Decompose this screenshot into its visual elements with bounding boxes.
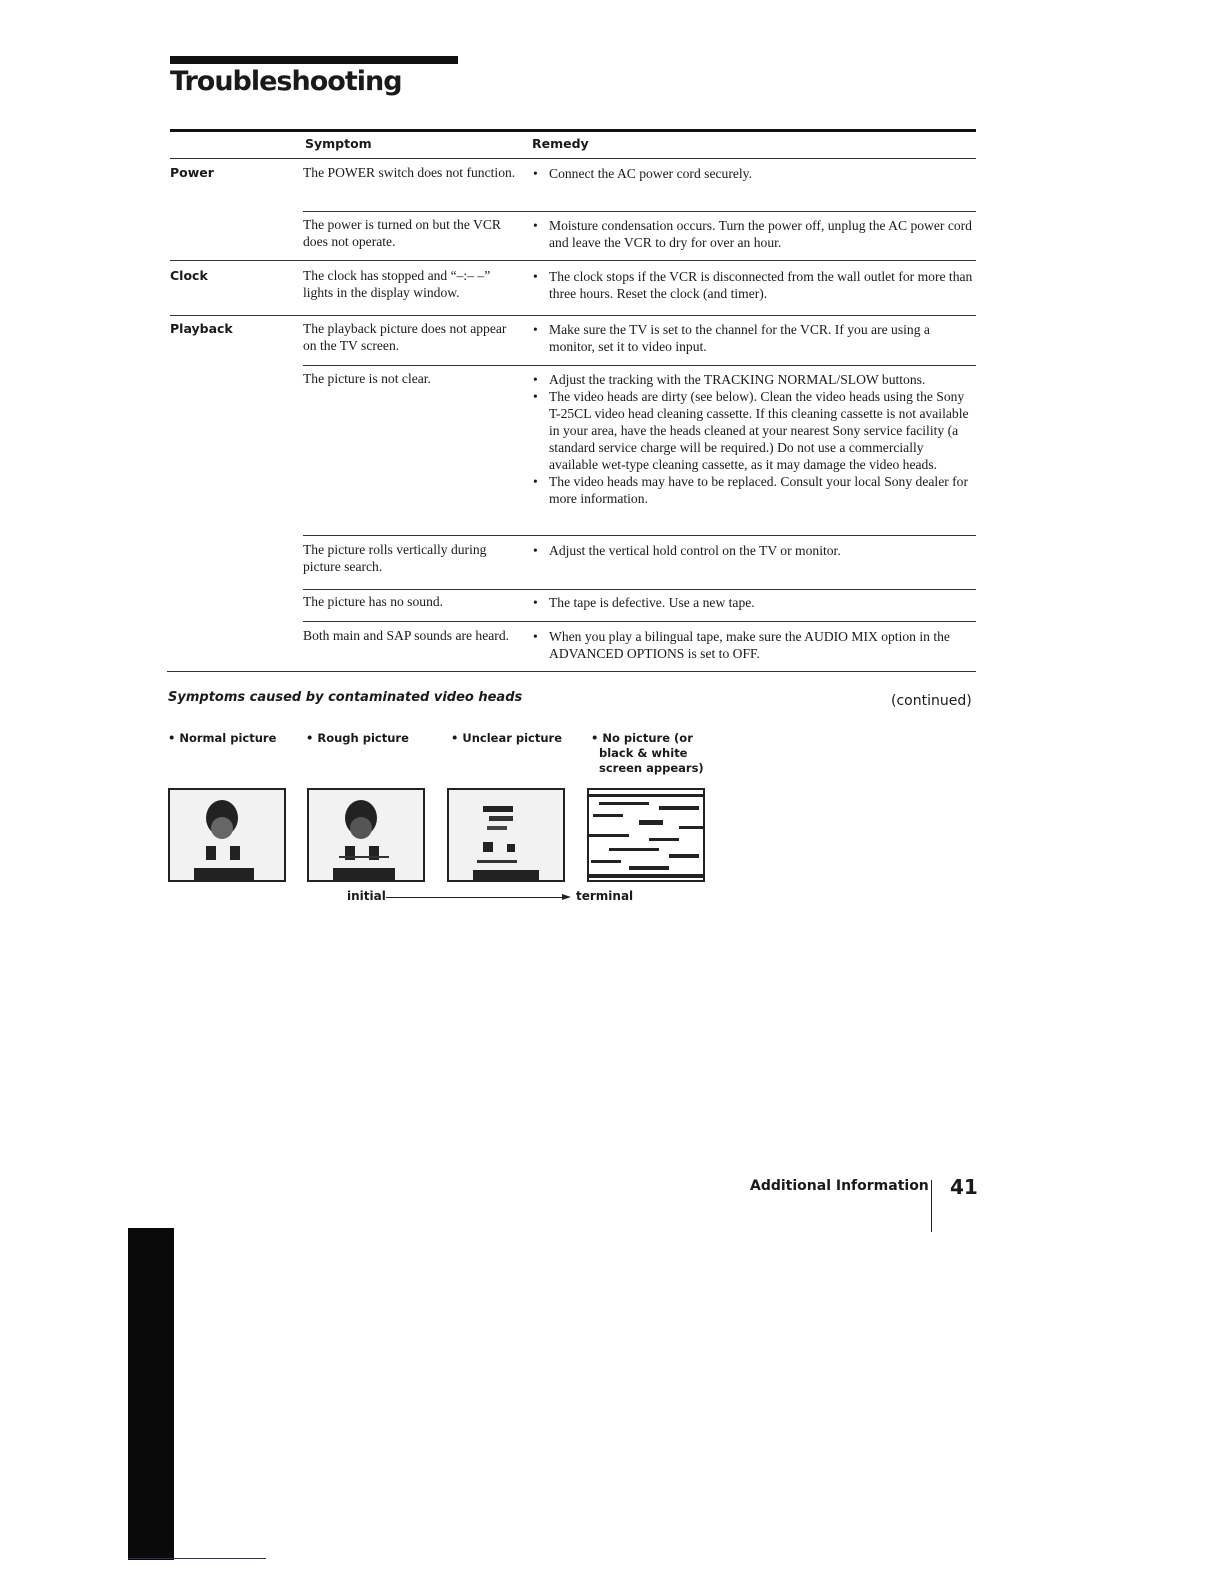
page-number: 41 xyxy=(950,1175,978,1199)
label-normal: • Normal picture xyxy=(168,731,277,745)
table-top-rule xyxy=(170,129,976,132)
table-row-remedy xyxy=(533,594,978,611)
remedy-item: • The video heads may have to be replaced. Consult your local Sony dealer for more information. xyxy=(533,473,975,507)
section-heading: Symptoms caused by contaminated video heads xyxy=(168,690,523,705)
table-row-remedy xyxy=(533,321,978,355)
footer-section: Additional Information xyxy=(750,1178,929,1194)
category-playback: Playback xyxy=(170,321,233,336)
remedy-item: • The video heads are dirty (see below). Clean the video heads using the Sony T-25CL video head cleaning cassette. If this cleaning cassette is not available in your area, have the heads cleaned at your nearest Sony service facility (a standard service charge will be required.) Do not use a commercially available wet-type cleaning cassette, as it may damage the video heads. xyxy=(533,388,975,473)
divider xyxy=(303,365,976,366)
table-row-remedy xyxy=(533,371,975,507)
divider xyxy=(170,260,976,261)
divider xyxy=(170,158,976,159)
footer-divider xyxy=(931,1180,932,1232)
table-row-symptom: The picture rolls vertically during picture search. xyxy=(303,542,487,574)
divider xyxy=(303,211,976,212)
initial-label: initial xyxy=(347,889,386,903)
remedy-item: • When you play a bilingual tape, make sure the AUDIO MIX option in the ADVANCED OPTIONS is set to OFF. xyxy=(533,628,978,662)
table-row-remedy xyxy=(533,628,978,662)
no-picture-image xyxy=(587,788,705,882)
remedy-item: • Make sure the TV is set to the channel for the VCR. If you are using a monitor, set it to video input. xyxy=(533,321,978,355)
header-symptom: Symptom xyxy=(305,136,372,151)
unclear-picture-image xyxy=(447,788,565,882)
table-row-symptom: The power is turned on but the VCR does not operate. xyxy=(303,217,501,249)
table-row-remedy xyxy=(533,217,978,251)
remedy-item: • Moisture condensation occurs. Turn the power off, unplug the AC power cord and leave the VCR to dry for over an hour. xyxy=(533,217,978,251)
divider xyxy=(303,535,976,536)
divider xyxy=(303,621,976,622)
label-rough: • Rough picture xyxy=(306,731,409,745)
category-power: Power xyxy=(170,165,214,180)
table-row-symptom: The POWER switch does not function. xyxy=(303,165,516,180)
category-clock: Clock xyxy=(170,268,208,283)
scan-edge-line xyxy=(128,1558,266,1559)
page-title: Troubleshooting xyxy=(170,66,402,97)
label-no-picture: • No picture (or black & white screen appears) xyxy=(591,731,704,775)
table-row-symptom: Both main and SAP sounds are heard. xyxy=(303,628,510,643)
table-row-symptom: The clock has stopped and “–:– –” lights in the display window. xyxy=(303,268,491,300)
remedy-item: • Adjust the vertical hold control on the TV or monitor. xyxy=(533,542,978,559)
label-unclear: • Unclear picture xyxy=(451,731,563,745)
normal-picture-image xyxy=(168,788,286,882)
rough-picture-image xyxy=(307,788,425,882)
scan-edge-artifact xyxy=(128,1228,174,1560)
divider xyxy=(303,589,976,590)
progression-arrow xyxy=(386,897,566,898)
table-row-symptom: The picture is not clear. xyxy=(303,371,431,386)
remedy-item: • The clock stops if the VCR is disconnected from the wall outlet for more than three hours. Reset the clock (and timer). xyxy=(533,268,978,302)
remedy-item: • Adjust the tracking with the TRACKING NORMAL/SLOW buttons. xyxy=(533,371,975,388)
table-row-remedy xyxy=(533,165,978,182)
header-remedy: Remedy xyxy=(532,136,589,151)
table-row-symptom: The picture has no sound. xyxy=(303,594,444,609)
remedy-item: • Connect the AC power cord securely. xyxy=(533,165,978,182)
continued-note: (continued) xyxy=(891,693,972,709)
divider xyxy=(170,315,976,316)
title-bar xyxy=(170,56,458,64)
table-row-symptom: The playback picture does not appear on the TV screen. xyxy=(303,321,507,353)
table-row-remedy xyxy=(533,268,978,302)
table-bottom-rule xyxy=(167,671,976,672)
table-row-remedy xyxy=(533,542,978,559)
terminal-label: terminal xyxy=(576,889,634,903)
remedy-item: • The tape is defective. Use a new tape. xyxy=(533,594,978,611)
arrow-head-icon xyxy=(562,894,571,900)
